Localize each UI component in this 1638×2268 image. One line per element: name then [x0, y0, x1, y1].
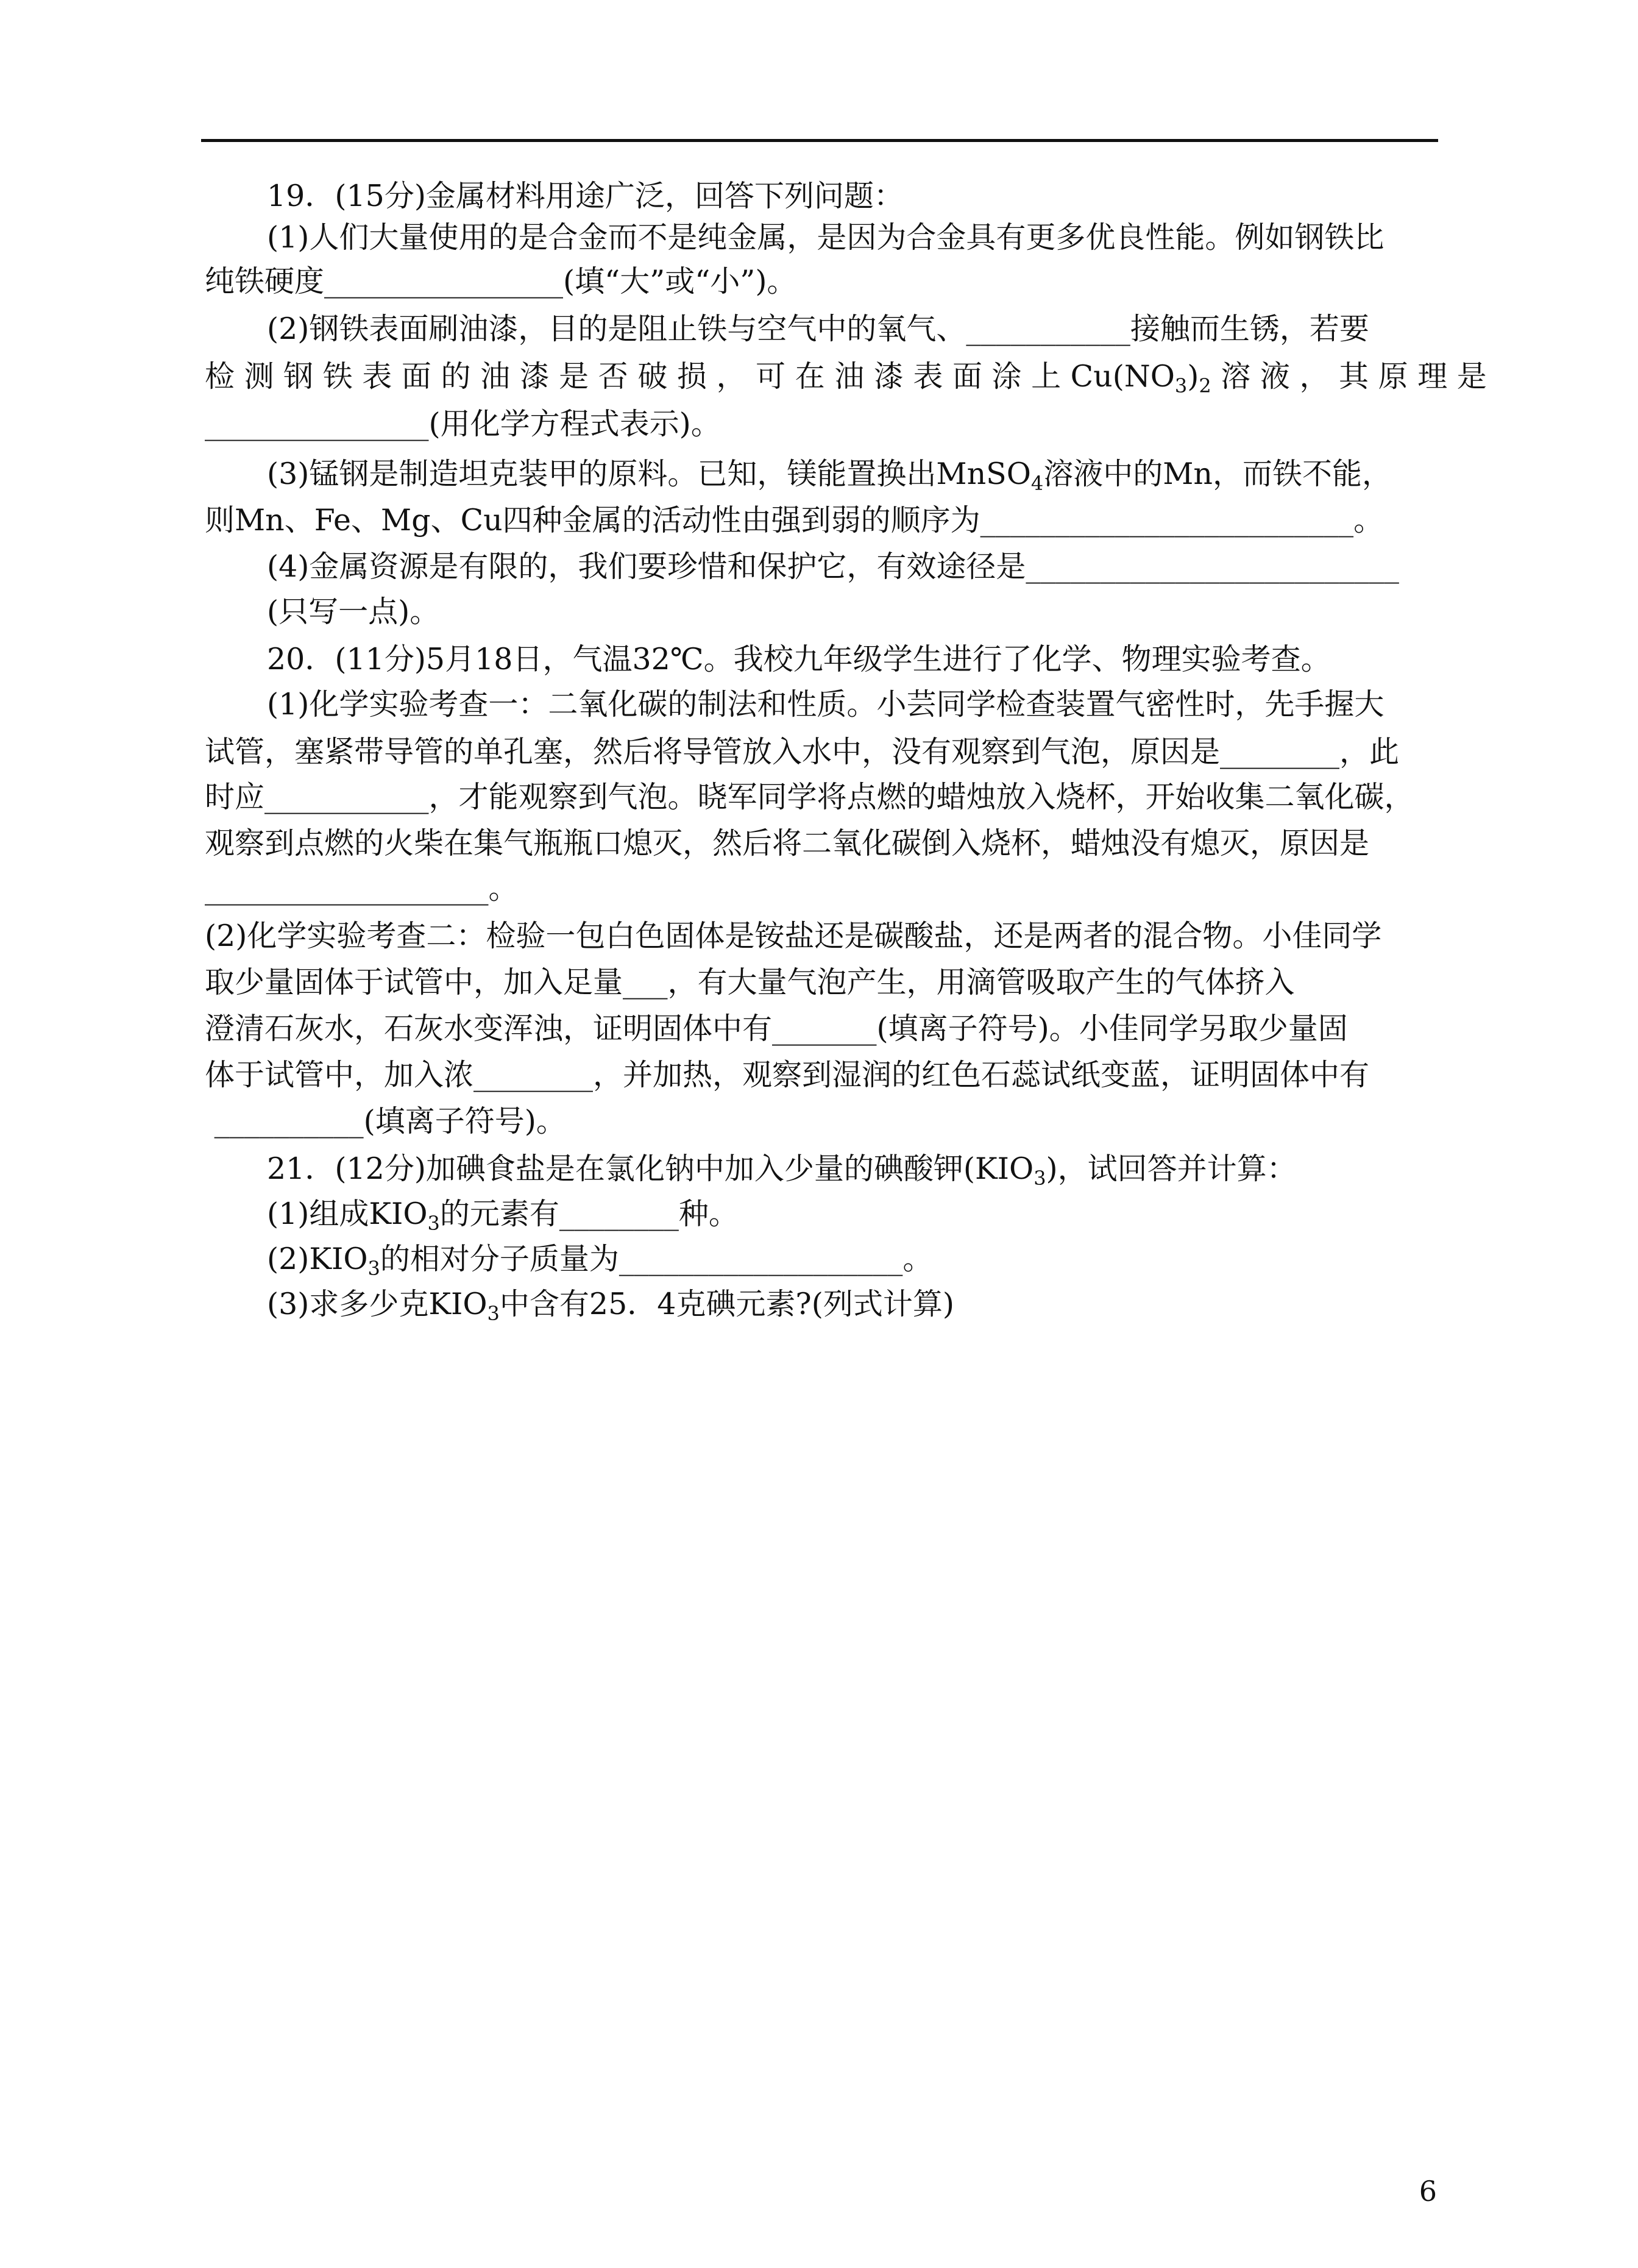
q19-part2-line2: 检 测 钢 铁 表 面 的 油 漆 是 否 破 损 ， 可 在 油 漆 表 面 涂 上 $Cu(NO_3)_2$ 溶 液 ， 其 原 理 是 — [205, 359, 1487, 397]
q19-part2-line3: _______________(用化学方程式表示)。 — [205, 407, 721, 441]
q21-title: 21．(12分)加碘食盐是在氯化钠中加入少量的碘酸钾$(KIO_3)$，试回答并计算： — [267, 1151, 1297, 1190]
q20-part1-line1: (1)化学实验考查一：二氧化碳的制法和性质。小芸同学检查装置气密性时，先手握大 — [267, 687, 1384, 722]
q19-part2-line1: (2)钢铁表面刷油漆，目的是阻止铁与空气中的氧气、___________接触而生锈，若要 — [267, 311, 1369, 346]
q19-title: 19．(15分)金属材料用途广泛，回答下列问题： — [267, 179, 904, 213]
q19-part4-line1: (4)金属资源是有限的，我们要珍惜和保护它，有效途径是_________________________ — [267, 549, 1399, 584]
header-rule — [201, 139, 1438, 142]
q20-title: 20．(11分)5月18日，气温32℃。我校九年级学生进行了化学、物理实验考查。 — [267, 642, 1331, 677]
q20-part1-line4: 观察到点燃的火柴在集气瓶瓶口熄灭，然后将二氧化碳倒入烧杯，蜡烛没有熄灭，原因是 — [205, 826, 1370, 861]
q20-part2-line2: 取少量固体于试管中，加入足量___，有大量气泡产生，用滴管吸取产生的气体挤入 — [205, 965, 1295, 1000]
q20-part2-line4: 体于试管中，加入浓________，并加热，观察到湿润的红色石蕊试纸变蓝，证明固体中有 — [205, 1058, 1370, 1092]
q21-part1: (1)组成$KIO_3$的元素有________种。 — [267, 1196, 739, 1235]
q20-part1-line3: 时应___________，才能观察到气泡。晓军同学将点燃的蜡烛放入烧杯，开始收集二氧化碳， — [205, 780, 1414, 814]
q19-part4-line2: (只写一点)。 — [267, 594, 440, 629]
q19-part3-line1: (3)锰钢是制造坦克装甲的原料。已知，镁能置换出MnSO$_4$溶液中的Mn，而铁不能， — [267, 457, 1392, 495]
q20-part2-line1: (2)化学实验考查二：检验一包白色固体是铵盐还是碳酸盐，还是两者的混合物。小佳同学 — [205, 919, 1382, 953]
page-number: 6 — [1419, 2175, 1437, 2208]
q21-part2: $(2)KIO_3$的相对分子质量为___________________。 — [267, 1242, 933, 1280]
q20-part2-line3: 澄清石灰水，石灰水变浑浊，证明固体中有_______(填离子符号)。小佳同学另取少量固 — [205, 1011, 1348, 1046]
q20-part1-line5: ___________________。 — [205, 871, 519, 906]
q19-part1-line1: (1)人们大量使用的是合金而不是纯金属，是因为合金具有更多优良性能。例如钢铁比 — [267, 220, 1384, 255]
q20-part1-line2: 试管，塞紧带导管的单孔塞，然后将导管放入水中，没有观察到气泡，原因是________，此 — [205, 734, 1400, 769]
q19-part1-line2: 纯铁硬度________________(填“大”或“小”)。 — [205, 264, 797, 299]
q20-part2-line5: __________(填离子符号)。 — [205, 1104, 566, 1139]
q19-part3-line2: 则Mn、Fe、Mg、Cu四种金属的活动性由强到弱的顺序为_________________________。 — [205, 503, 1384, 538]
q21-part3: (3)求多少克$KIO_3$中含有25．4克碘元素?(列式计算) — [267, 1287, 954, 1325]
